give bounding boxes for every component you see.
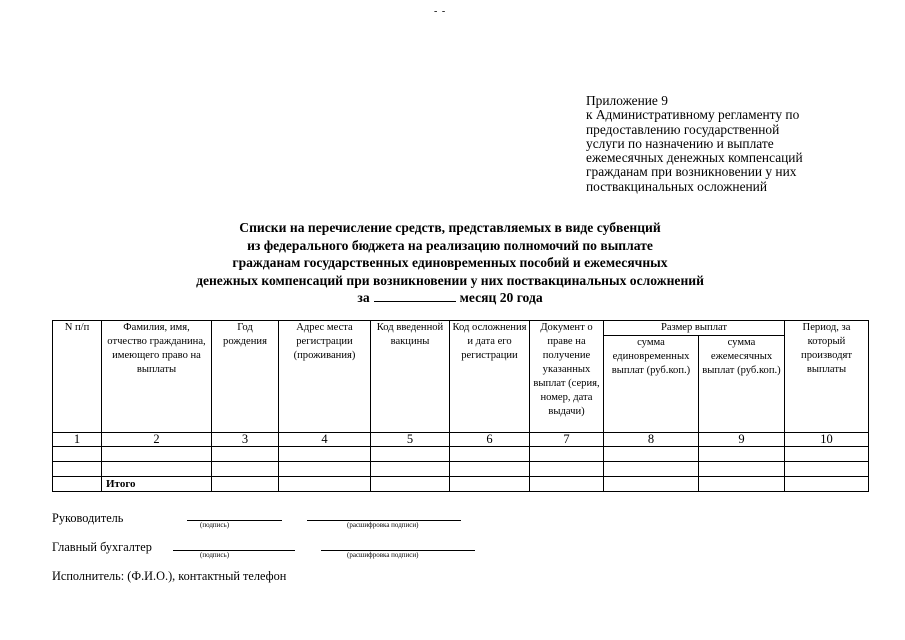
table-cell xyxy=(450,477,530,492)
table-cell xyxy=(371,447,450,462)
column-number: 2 xyxy=(102,433,212,447)
table-row xyxy=(53,447,869,462)
annex-line: Приложение 9 xyxy=(586,93,668,108)
accountant-signature-line xyxy=(173,550,295,551)
column-number: 1 xyxy=(53,433,102,447)
accountant-decoding-caption: (расшифровка подписи) xyxy=(347,551,419,559)
table-cell xyxy=(371,462,450,477)
table-cell xyxy=(699,477,785,492)
table-cell xyxy=(604,462,699,477)
annex-line: гражданам при возникновении у них xyxy=(586,164,797,180)
head-signature-caption: (подпись) xyxy=(200,521,230,529)
header-cell: Фамилия, имя, отчество гражданина, имеющего право на выплаты xyxy=(102,321,212,433)
table-cell xyxy=(212,462,279,477)
header-cell: Год рождения xyxy=(212,321,279,433)
header-cell: Документ о праве на получение указанных выплат (серия, номер, дата выдачи) xyxy=(530,321,604,433)
payment-table xyxy=(52,320,869,492)
title-line: гражданам государственных единовременных пособий и ежемесячных xyxy=(232,255,668,271)
table-cell xyxy=(53,462,102,477)
table-cell xyxy=(785,477,869,492)
table-cell xyxy=(785,462,869,477)
table-cell xyxy=(53,447,102,462)
total-label: Итого xyxy=(102,477,212,492)
period-blank xyxy=(374,289,456,302)
subheader-cell: сумма единовременных выплат (руб.коп.) xyxy=(604,336,699,433)
total-row xyxy=(53,477,869,492)
table-cell xyxy=(604,477,699,492)
header-cell: Код введенной вакцины xyxy=(371,321,450,433)
annex-line: ежемесячных денежных компенсаций xyxy=(586,150,803,166)
head-decoding-caption: (расшифровка подписи) xyxy=(347,521,419,529)
period-suffix: месяц 20 года xyxy=(459,290,543,306)
table-cell xyxy=(102,462,212,477)
table-cell xyxy=(699,462,785,477)
table-cell xyxy=(450,462,530,477)
table-cell xyxy=(212,477,279,492)
table-cell xyxy=(279,447,371,462)
executor-label: Исполнитель: (Ф.И.О.), контактный телефон xyxy=(52,569,287,583)
column-number-row xyxy=(53,433,869,447)
document-title xyxy=(140,219,760,307)
table-cell xyxy=(699,447,785,462)
table-cell xyxy=(785,447,869,462)
table-cell xyxy=(279,477,371,492)
header-cell-group: Размер выплат xyxy=(604,321,785,336)
column-number: 7 xyxy=(530,433,604,447)
annex-header xyxy=(586,94,866,194)
annex-line: поствакцинальных осложнений xyxy=(586,178,768,194)
title-line: денежных компенсаций при возникновении у них поствакцинальных осложнений xyxy=(196,272,704,288)
table-cell xyxy=(279,462,371,477)
column-number: 4 xyxy=(279,433,371,447)
header-cell: Адрес места регистрации (проживания) xyxy=(279,321,371,433)
title-period-line xyxy=(140,289,760,307)
table-cell xyxy=(371,477,450,492)
header-cell: N п/п xyxy=(53,321,102,433)
title-line: из федерального бюджета на реализацию полномочий по выплате xyxy=(247,237,653,253)
head-label: Руководитель xyxy=(52,511,124,525)
annex-line: к Административному регламенту по xyxy=(586,107,800,123)
subheader-cell: сумма ежемесячных выплат (руб.коп.) xyxy=(699,336,785,433)
column-number: 9 xyxy=(699,433,785,447)
header-cell: Код осложнения и дата его регистрации xyxy=(450,321,530,433)
table-header-row xyxy=(53,321,869,336)
annex-line: услуги по назначению и выплате xyxy=(586,135,774,151)
header-cell: Период, за который производят выплаты xyxy=(785,321,869,433)
table-cell xyxy=(212,447,279,462)
table-cell xyxy=(530,477,604,492)
table-cell xyxy=(604,447,699,462)
column-number: 10 xyxy=(785,433,869,447)
column-number: 5 xyxy=(371,433,450,447)
top-mark: - - xyxy=(434,6,447,17)
table-row xyxy=(53,462,869,477)
table-cell xyxy=(53,477,102,492)
column-number: 3 xyxy=(212,433,279,447)
table-cell xyxy=(530,447,604,462)
table-cell xyxy=(102,447,212,462)
accountant-signature-caption: (подпись) xyxy=(200,551,230,559)
table-cell xyxy=(450,447,530,462)
table-cell xyxy=(530,462,604,477)
period-prefix: за xyxy=(357,290,370,306)
accountant-label: Главный бухгалтер xyxy=(52,540,152,554)
annex-line: предоставлению государственной xyxy=(586,121,780,137)
title-line: Списки на перечисление средств, представляемых в виде субвенций xyxy=(239,220,661,235)
column-number: 6 xyxy=(450,433,530,447)
column-number: 8 xyxy=(604,433,699,447)
